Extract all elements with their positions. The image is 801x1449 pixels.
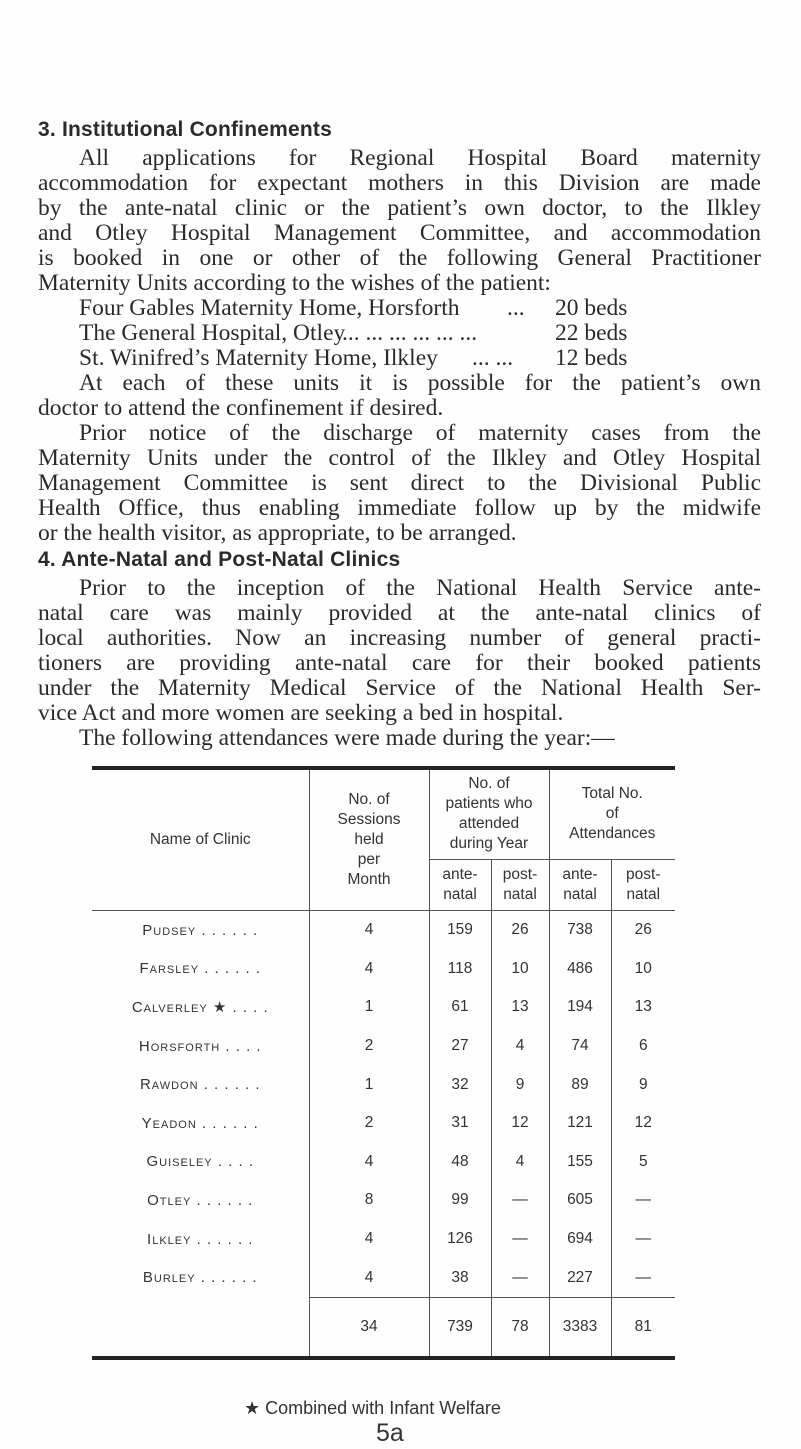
unit-beds: 22 beds [555,320,628,346]
unit-name: The General Hospital, Otley [79,320,346,346]
text-line: or the health visitor, as appropriate, to be arranged. [38,520,517,546]
text-line: local authorities. Now an increasing number of general practi- [38,625,761,651]
unit-leader: ... [507,295,525,321]
unit-beds: 20 beds [555,295,628,321]
table-row: Pudsey . . . . . . 4 159 26 738 26 [92,911,675,950]
table-row: Farsley . . . . . . 4 118 10 486 10 [92,950,675,989]
text-line: At each of these units it is possible for the patient’s own [79,370,761,396]
text-line: under the Maternity Medical Service of the National Health Ser- [38,675,761,701]
header-post-natal: post- natal [611,859,675,910]
footnote: ★ Combined with Infant Welfare [244,1398,501,1418]
header-post-natal: post- natal [491,859,549,910]
table-row: Yeadon . . . . . . 2 31 12 121 12 [92,1104,675,1143]
table-row: Rawdon . . . . . . 1 32 9 89 9 [92,1065,675,1104]
header-name-of-clinic: Name of Clinic [92,768,309,911]
page-number: 5a [376,1419,404,1447]
table-row: Otley . . . . . . 8 99 — 605 — [92,1181,675,1220]
unit-leader: ... ... ... ... ... ... [342,320,478,346]
unit-name: St. Winifred’s Maternity Home, Ilkley [79,345,438,371]
unit-beds: 12 beds [555,345,628,371]
unit-leader: ... ... [472,345,514,371]
section-4-heading: 4. Ante-Natal and Post-Natal Clinics [38,548,401,571]
text-line: accommodation for expectant mothers in this Division are made [38,170,761,196]
totals-row: 34 739 78 3383 81 [92,1297,675,1358]
header-ante-natal: ante- natal [549,859,611,910]
text-line: Maternity Units under the control of the Ilkley and Otley Hospital [38,445,761,471]
text-line: by the ante-natal clinic or the patient’s own doctor, to the Ilkley [38,195,761,221]
table-row: Ilkley . . . . . . 4 126 — 694 — [92,1220,675,1259]
text-line: Maternity Units according to the wishes of the patient: [38,270,551,296]
table-row: Burley . . . . . . 4 38 — 227 — [92,1258,675,1297]
text-line: Management Committee is sent direct to the Divisional Public [38,470,761,496]
table-row: Guiseley . . . . 4 48 4 155 5 [92,1143,675,1182]
text-line: All applications for Regional Hospital Board maternity [79,145,761,171]
text-line: and Otley Hospital Management Committee, and accommodation [38,220,761,246]
header-total-attendances: Total No. of Attendances [549,768,675,859]
unit-name: Four Gables Maternity Home, Horsforth [79,295,460,321]
attendances-table [92,766,675,1360]
table-row: Horsforth . . . . 2 27 4 74 6 [92,1027,675,1066]
table-row: Calverley ★ . . . . 1 61 13 194 13 [92,988,675,1027]
text-line: Health Office, thus enabling immediate follow up by the midwife [38,495,761,521]
header-sessions: No. of Sessions held per Month [309,768,429,911]
section-3-heading: 3. Institutional Confinements [38,118,332,141]
text-line: vice Act and more women are seeking a bed in hospital. [38,700,564,726]
text-line: The following attendances were made during the year:— [79,725,615,751]
text-line: tioners are providing ante-natal care for their booked patients [38,650,761,676]
header-patients: No. of patients who attended during Year [429,768,549,859]
header-ante-natal: ante- natal [429,859,491,910]
text-line: doctor to attend the confinement if desired. [38,395,444,421]
text-line: natal care was mainly provided at the ante-natal clinics of [38,600,761,626]
text-line: is booked in one or other of the following General Practitioner [38,245,761,271]
text-line: Prior to the inception of the National Health Service ante- [79,575,761,601]
text-line: Prior notice of the discharge of maternity cases from the [79,420,761,446]
